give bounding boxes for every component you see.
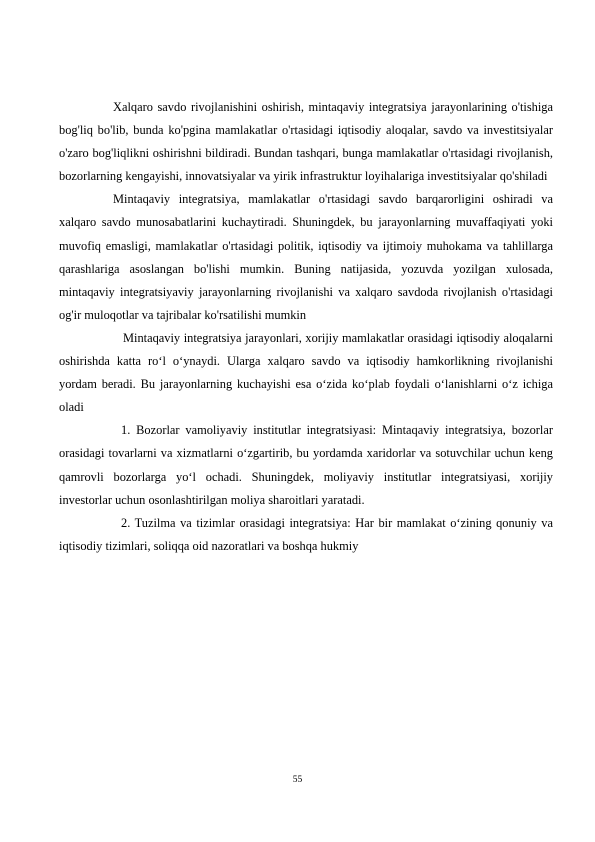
paragraph-2: Mintaqaviy integratsiya, mamlakatlar o'rtasidagi savdo barqarorligini oshiradi va xalqaro savdo munosabatlarini kuchaytiradi. Shuningdek, bu jarayonlarning muvaffaqiyati yoki muvofiq emasligi, mamlakatlar o'rtasidagi politik, iqtisodiy va ijtimoiy muhokama va tahlillarga qarashlariga asoslangan bo'lishi mumkin. Buning natijasida, yozuvda yozilgan xulosada, mintaqaviy integratsiyaviy jarayonlarning rivojlanishi va xalqaro savdoda rivojlanish o'rtasidagi og'ir muloqotlar va tajribalar ko'rsatilishi mumkin	[59, 192, 553, 322]
paragraph-1: Xalqaro savdo rivojlanishini oshirish, mintaqaviy integratsiya jarayonlarining o'tishiga bog'liq bo'lib, bunda ko'pgina mamlakatlar o'rtasidagi iqtisodiy aloqalar, savdo va investitsiyalar o'zaro bog'liqlikni oshirishni bildiradi. Bundan tashqari, bunga mamlakatlar o'rtasidagi rivojlanish, bozorlarning kengayishi, innovatsiyalar va yirik infrastruktur loyihalariga investitsiyalar qo'shiladi	[59, 100, 553, 184]
paragraph-3: Mintaqaviy integratsiya jarayonlari, xorijiy mamlakatlar orasidagi iqtisodiy aloqalarni oshirishda katta ro‘l o‘ynaydi. Ularga xalqaro savdo va iqtisodiy hamkorlikning rivojlanishi yordam beradi. Bu jarayonlarning kuchayishi esa o‘zida ko‘plab foydali o‘lanishlarni o‘z ichiga oladi	[59, 330, 553, 415]
body-text	[59, 96, 553, 558]
page-number: 55	[292, 775, 303, 785]
paragraph-5: 2. Tuzilma va tizimlar orasidagi integratsiya: Har bir mamlakat o‘zining qonuniy va iqtisodiy tizimlari, soliqqa oid nazoratlari va boshqa hukmiy	[59, 515, 553, 553]
paragraph-4: 1. Bozorlar vamoliyaviy institutlar integratsiyasi: Mintaqaviy integratsiya, bozorlar orasidagi tovarlarni va xizmatlarni o‘zgartirib, bu yordamda xaridorlar va sotuvchilar uchun keng qamrovli bozorlarga yo‘l ochadi. Shuningdek, moliyaviy institutlar integratsiyasi, xorijiy investorlar uchun osonlashtirilgan moliya sharoitlari yaratadi.	[59, 423, 553, 507]
